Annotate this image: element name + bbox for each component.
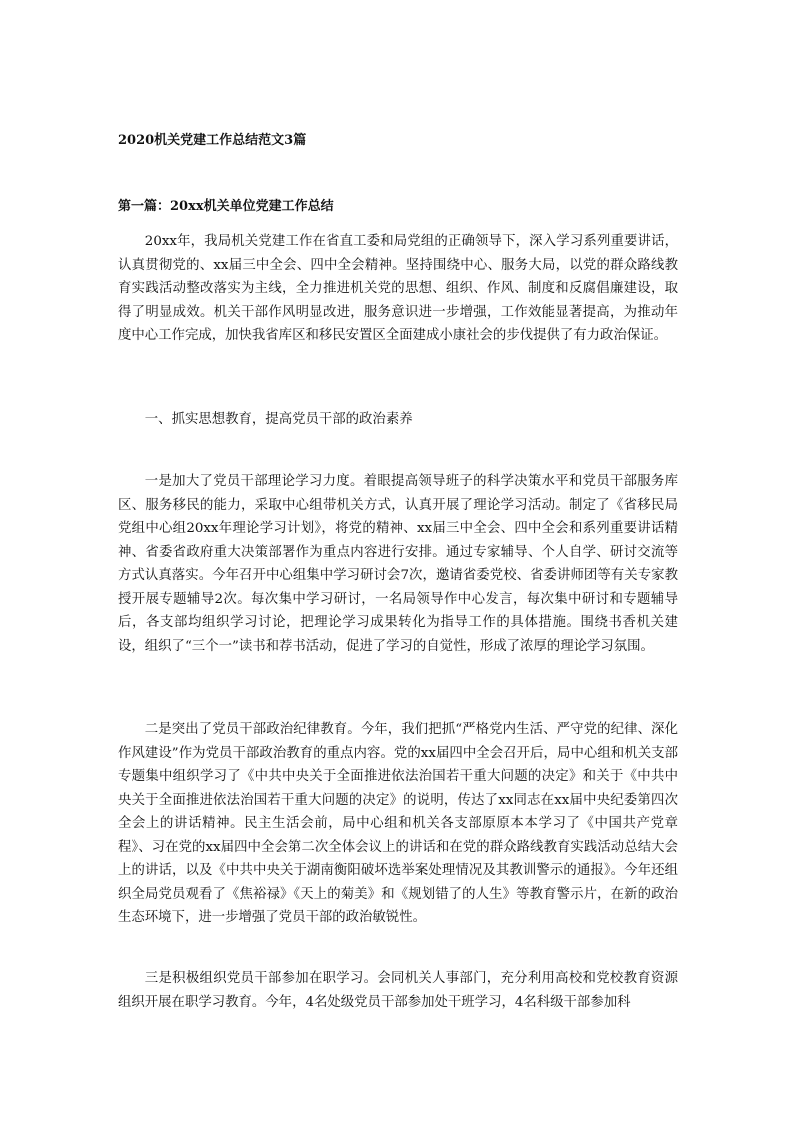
paragraph-theory-study: 一是加大了党员干部理论学习力度。着眼提高领导班子的科学决策水平和党员干部服务库区、服务移民的能力，采取中心组带机关方式，认真开展了理论学习活动。制定了《省移民局党组中心组20xx年理论学习计划》，将党的精神、xx届三中全会、四中全会和系列重要讲话精神、省委省政府重大决策部署作为重点内容进行安排。通过专家辅导、个人自学、研讨交流等方式认真落实。今年召开中心组集中学习研讨会7次，邀请省委党校、省委讲师团等有关专家教授开展专题辅导2次。每次集中学习研讨，一名局领导作中心发言，每次集中研讨和专题辅导后，各支部均组织学习讨论，把理论学习成果转化为指导工作的具体措施。围绕书香机关建设，组织了“三个一”读书和荐书活动，促进了学习的自觉性，形成了浓厚的理论学习氛围。 (118, 474, 678, 654)
section-heading: 第一篇：20xx机关单位党建工作总结 (118, 199, 334, 214)
subheading-ideological-education: 一、抓实思想教育，提高党员干部的政治素养 (144, 412, 413, 427)
paragraph-intro: 20xx年，我局机关党建工作在省直工委和局党组的正确领导下，深入学习系列重要讲话，认真贯彻党的、xx届三中全会、四中全会精神。坚持围绕中心、服务大局，以党的群众路线教育实践活动整改落实为主线，全力推进机关党的思想、组织、作风、制度和反腐倡廉建设，取得了明显成效。机关干部作风明显改进，服务意识进一步增强，工作效能显著提高，为推动年度中心工作完成，加快我省库区和移民安置区全面建成小康社会的步伐提供了有力政治保证。 (118, 234, 678, 343)
document-title: 2020机关党建工作总结范文3篇 (118, 133, 307, 148)
paragraph-in-service-study: 三是积极组织党员干部参加在职学习。会同机关人事部门，充分利用高校和党校教育资源组织开展在职学习教育。今年，4名处级党员干部参加处干班学习，4名科级干部参加科 (118, 971, 678, 1010)
paragraph-discipline-education: 二是突出了党员干部政治纪律教育。今年，我们把抓“严格党内生活、严守党的纪律、深化作风建设”作为党员干部政治教育的重点内容。党的xx届四中全会召开后，局中心组和机关支部专题集中组织学习了《中共中央关于全面推进依法治国若干重大问题的决定》和关于《中共中央关于全面推进依法治国若干重大问题的决定》的说明，传达了xx同志在xx届中央纪委第四次全会上的讲话精神。民主生活会前，局中心组和机关各支部原原本本学习了《中国共产党章程》、习在党的xx届四中全会第二次全体会议上的讲话和在党的群众路线教育实践活动总结大会上的讲话，以及《中共中央关于湖南衡阳破坏选举案处理情况及其教训警示的通报》。今年还组织全局党员观看了《焦裕禄》《天上的菊美》和《规划错了的人生》等教育警示片，在新的政治生态环境下，进一步增强了党员干部的政治敏锐性。 (118, 722, 678, 925)
